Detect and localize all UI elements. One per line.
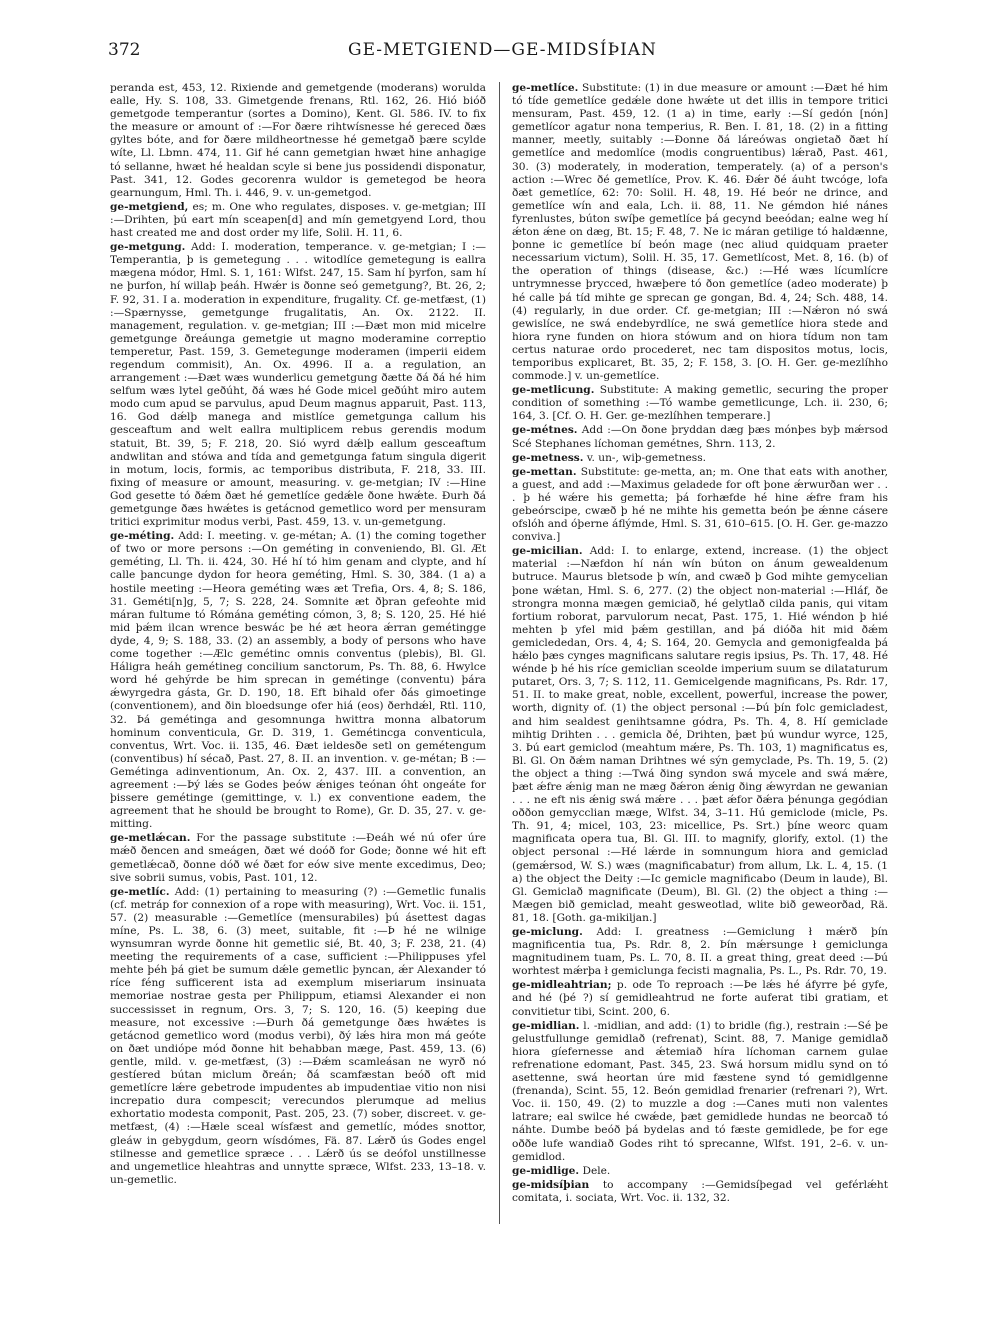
dictionary-entry <box>512 979 888 1018</box>
entry-headword: ge-midsíþian <box>512 1178 590 1191</box>
entry-text: Substitute: ge-metta, an; m. One that eats with another, a guest, and add :—Maximus geladede for oft þone ǽrwurðan wer . . . þ hé wǽre his gemetta; þá forhæfde hé hine ǽfre fram his gebeórscipe, cwæð þ hé ne mihte his gemetta beón þe ǽnne cásere ofslóh and óþerne áflýmde, Hml. S. 31, 610–615. [O. H. Ger. ge-mazzo conviva.] <box>512 465 888 544</box>
running-head: GE-METGIEND—GE-MIDSÍÞIAN <box>348 40 657 60</box>
entry-headword: ge-mettan. <box>512 465 577 478</box>
entry-text: Dele. <box>582 1164 611 1177</box>
dictionary-entry <box>110 832 486 884</box>
entry-headword: ge-micilian. <box>512 545 583 558</box>
entry-text: Substitute: A making gemetlic, securing the proper condition of something :—Tó wambe gemetlicunge, Lch. ii. 230, 6; 164, 3. [Cf. O. H. Ger. ge-mezlíhhen temperare.] <box>512 384 888 423</box>
entry-text: Add: I. to enlarge, extend, increase. (1) the object material :—Næfdon hí nán wín búton on ánum gewealdenum butruce. Maurus bletsode þ wín, and cwæð þ God mihte gemycelian þone wǽtan, Hml. S. 6, 277. (2) the object non-material :—Hláf, ðe strongra monna mægen gemiciað, hé gelytlað cilda panis, qui vitam fortium roborat, parvulorum necat, Past. 175, 1. Hié wéndon þ hié mehten þ yfel mid þǽm gestillan, and þá dióða hit mid ðǽm gemiclededan, Ors. 4, 4; S. 164, 20. Gemycla and gemonigfealda þá hǽlo þæs cynges magnificans salutare regis ipsius, Ps. Th. 17, 48. Hé wénde þ hé his ríce gemiclian sceolde imperium suum se dilataturum putaret, Ors. 3, 7; S. 112, 11. Gemicelgende magnificans, Ps. Rdr. 17, 51. II. to make great, noble, excellent, powerful, increase the power, worth, dignity of. (1) the object personal :—Þú þín folc gemicladest, and him sealdest genihtsamne gódra, Ps. Th. 4, 8. Hí gemiclade mihtig Drihten . . . gemicla ðé, Drihten, þæt þú wundur wyrce, 125, 3. Þú eart gemiclod (meahtum mǽre, Ps. Th. 103, 1) magnificatus es, Bl. Gl. On ðǽm naman Drihtnes wé sýn gemyclade, Ps. Th. 19, 5. (2) the object a thing :—Twá ðing syndon swá mycele and swá mǽre, þæt ǽfre ǽnig man ne mæg ðǽron ǽnig ðing ǽwyrdan ne gewanian . . . ne eft nis ǽnig swá mǽre . . . þæt ǽfor ðǽra þénunga gegódian oððon gemycclian mæge, Wlfst. 34, 3–11. Hú gemiclode (micle, Ps. Th. 91, 4; micel, 103, 23: micellice, Ps. Srt.) þíne weorc quam magnificata opera tua, Bl. Gl. III. to magnify, glorify, extol. (1) the object personal :—Hé lǽrde in somnungum hiora and gemiclad (gemǽrsod, W. S.) wæs (magnificabatur) from allum, Lk. L. 4, 15. (1 a) the object the Deity :—Ic gemicle magnificabo (Deum in laude), Bl. Gl. Gemiclað magnificate (Deum), Bl. Gl. (2) the object a thing :—Mægen bið gemiclad, meaht gesweotlad, wlite bið geweorðad, Rä. 81, 18. [Goth. ga-mikiljan.] <box>512 545 888 924</box>
entry-text: p. ode To reproach :—Þe lǽs hé áfyrre þé gyfe, and hé (þé ?) sí gemidleahtrud ne forte auferat tibi gratiam, et convitietur tibi, Scint. 200, 6. <box>512 979 888 1018</box>
column-divider <box>499 82 500 1224</box>
dictionary-entry <box>110 886 486 1187</box>
entry-text: Add: (1) pertaining to measuring (?) :—Gemetlic funalis (cf. metráp for connexion of a rope with measuring), Wrt. Voc. ii. 151, 57. (2) measurable :—Gemetlíce (mensurabiles) þú ásettest dagas míne, Ps. L. 38, 6. (3) meet, suitable, fit :—Þ hé ne wilnige wynsumran wyrde ðonne hit gemetlic sié, Bt. 40, 3; F. 238, 21. (4) meeting the requirements of a case, sufficient :—Philippuses yfel mehte þéh þá giet be sumum dǽle gemetlic þyncan, ǽr Alexander tó ríce féng sufficerent ista ad exemplum miseriarum insinuata memoriae nostrae gesta per Philippum, etiamsi Alexander ei non successisset in regnum, Ors. 3, 7; S. 120, 16. (5) keeping due measure, not excessive :—Ðurh ðá gemetgunge ðæs hwǽtes is getácnod gemetlico word (modus verbi), ðý lǽs hira mon má geóte on ðæt undiópe mód ðonne hit behabban mæge, Past. 459, 13. (6) gentle, mild. v. ge-metfæst, (3) :—Ðǽm scamleásan ne wyrð nó gestíered bútan miclum ðreán; ðá scamfæstan beóð oft mid gemetlícre lǽre gebetrode impudentes ab impudentiae vitio non nisi increpatio dura compescit; verecundos plerumque ad melius exhortatio modesta componit, Past. 205, 23. (7) sober, discreet. v. ge-metfæst, (4) :—Hæle sceal wísfæst and gemetlíc, módes snottor, gleáw in gebygdum, georn wísdómes, Fä. 87. Lǽrð ús Godes engel stilnesse and gemetlice spræce . . . Lǽrð ús se deófol unstillnesse and ungemetlice hleahtras and unnytte spræce, Wlfst. 233, 13–18. v. un-gemetlic. <box>110 885 486 1186</box>
entry-headword: ge-metlicung. <box>512 384 595 397</box>
entry-headword: ge-métnes. <box>512 424 578 437</box>
page-header <box>108 40 886 70</box>
entry-text: Add: I. moderation, temperance. v. ge-metgian; I :—Temperantia, þ is gemetegung . . . witodlíce gemetegung is eallra mægena módor, Hml. S. 1, 161: Wlfst. 247, 15. Sam hí þyrfon, sam hí ne þurfon, hí willaþ þeáh. Hwǽr is ðonne seó gemetgung?, Bt. 26, 2; F. 92, 31. I a. moderation in expenditure, frugality. Cf. ge-metfæst, (1) :—Spærnysse, gemetgunge frugalitatis, An. Ox. 2122. II. management, regulation. v. ge-metgian; III :—Ðæt mon mid micelre gemetgunge ðreáunga gemetgie ut magno moderamine correptio temperetur, Past. 159, 3. Gemetegunge moderamen (imperii eidem regendum commisit), An. Ox. 4996. II a. a regulation, an arrangement :—Ðæt wæs wunderlicu gemetgung ðætte ðá ðá hé him selfum wæs lytel geðúht, ðá wæs hé Gode micel geðúht miro autem modo cum apud se parvulus, apud Deum magnus apparuit, Past. 113, 16. God dǽlþ manega and mistlíce gemetgunga callum his gesceaftum and welt eallra multiplicem rebus gerendis modum statuit, Bt. 39, 5; F. 218, 20. Sió wyrd dǽlþ eallum gesceaftum andwlitan and stówa and tída and gemetgunga fatum singula digerit in motum, locis, formis, ac temporibus distributa, F. 218, 33. III. fixing of measure or amount, measuring. v. ge-metgian; IV :—Hine God gesette tó ðǽm ðæt hé gemetlíce gedǽle ðone hwǽte. Ðurh ðá gemetgunge ðæs hwǽtes is getácnod gemetlico word per mensuram tritici exprimitur modus verbi, Past. 459, 13. v. un-gemetgung. <box>110 241 486 529</box>
entry-headword: ge-metgung. <box>110 241 186 254</box>
right-column <box>512 82 888 1272</box>
entry-text: v. un-, wiþ-gemetness. <box>586 451 707 464</box>
dictionary-entry <box>512 1020 888 1164</box>
dictionary-entry <box>512 82 888 383</box>
entry-text: Add: I. greatness :—Gemiclung ł mǽrð þín magnificentia tua, Ps. Rdr. 8, 2. Þín mǽrsunge ł gemiclunga magnitudinem tuam, Ps. L. 70, 8. II. a great thing, great deed :—Þú worhtest mǽrþa ł gemiclunga fecisti magnalia, Ps. L., Ps. Rdr. 70, 19. <box>512 926 888 978</box>
entry-headword: ge-miclung. <box>512 926 583 938</box>
entry-headword: ge-metlǽcan. <box>110 832 191 845</box>
entry-headword: ge-metness. <box>512 451 584 464</box>
dictionary-entry <box>512 545 888 925</box>
dictionary-entry <box>512 1179 888 1205</box>
dictionary-entry <box>110 201 486 240</box>
entry-text: peranda est, 453, 12. Rixiende and gemetgende (moderans) worulda ealle, Hy. S. 108, 33. Gimetgende frenans, Rtl. 162, 26. Hió bióð gemetgode temperantur (sortes a Domino), Kent. Gl. 586. IV. to fix the measure or amount of :—For ðære rihtwísnesse hé gereced ðæs gyltes bóte, and for ðære mildheortnesse hé gemetgað þære scylde wíte, Ll. Lbmn. 474, 11. Gif hé cann gemetgian hwæt hine anhagige tó sellanne, hwæt hé healdan scyle si bene jus possidendi disponatur, Past. 341, 12. Godes gecorenra wuldor is gemetegod be heora gearnungum, Hml. Th. i. 446, 9. v. un-gemetgod. <box>110 82 486 199</box>
entry-headword: ge-méting. <box>110 530 175 543</box>
entry-headword: ge-midlian. <box>512 1019 580 1032</box>
dictionary-entry <box>110 241 486 529</box>
entry-text: Add: I. meeting. v. ge-métan; A. (1) the coming together of two or more persons :—On geméting in conveniendo, Bl. Gl. Æt geméting, Ll. Th. ii. 424, 30. Hé hí tó him genam and clypte, and hí calle þancunge dydon for heora geméting, Hml. S. 30, 384. (1 a) a hostile meeting :—Heora geméting wæs æt Trefia, Ors. 4, 8; S. 186, 31. Geméti[n]g, 5, 7; S. 228, 24. Somnite æt ðþran gefeohte mid máran fultume tó Rómána geméting cómon, 3, 8; S. 120, 25. Hé hié mid þǽm ilcan wrence beswác þe hé æt heora ǽrran gemétingge dyde, 4, 9; S. 188, 33. (2) an assembly, a body of persons who have come together :—Ælc gemétinc omnis conventus (plebis), Bl. Gl. Háligra heáh gemétineg concilium sanctorum, Ps. Th. 88, 6. Hwylce word hé gehýrde be him sprecan in gemétinge (conventu) þára ǽwyrgedra gásta, Gr. D. 190, 18. Eft bihald ofer ðás gimoetinge (conventionem), and ðin bloedsunge ofer hiá (eos) ðerhdǽl, Rtl. 110, 32. Þá gemétinga and gesomnunga hwittra monna albatorum hominum conventicula, Gr. D. 319, 1. Gemétincga conventicula, conventus, Wrt. Voc. ii. 135, 46. Ðæt ieldesðe setl on gemétengum (conventibus) hí sécað, Past. 27, 8. II. an invention. v. ge-métan; B :—Gemétinga adinventionum, An. Ox. 2, 437. III. a convention, an agreement :—Þý lǽs se Godes þeów ǽniges teónan óht ongeáte for þissere gemétinge (gemittinge, v. l.) ex conventione eadem, the agreement that he should be brought to Rome), Gr. D. 35, 27. v. ge-mitting. <box>110 530 486 831</box>
entry-text: For the passage substitute :—Ðeáh wé nú ofer úre mǽð ðencen and smeágen, ðæt wé doóð for Gode; ðonne wé hit eft gemetlǽcað, ðonne dóð wé ðæt for eów sive mente excedimus, Deo; sive sobrii sumus, vobis, Past. 101, 12. <box>110 832 486 884</box>
entry-text: Add :—On ðone þryddan dæg þæs mónþes byþ mǽrsod Scé Stephanes líchoman gemétnes, Shrn. 113, 2. <box>512 424 888 450</box>
entry-text: es; m. One who regulates, disposes. v. ge-metgian; III :—Drihten, þú eart mín sceapen[d] and mín gemetgyend Lord, thou hast created me and dost order my life, Solil. H. 11, 6. <box>110 200 486 240</box>
left-column <box>110 82 486 1272</box>
entry-headword: ge-metgiend, <box>110 200 189 213</box>
entry-text: l. -midlian, and add: (1) to bridle (fig.), restrain :—Sé þe gelustfullunge gemidlað (refrenat), Scint. 88, 7. Manige gemidlað hiora gíefernesse and ǽtemiað híra líchoman carnem gulae refrenatione edomant, Past. 345, 23. Swá horsum midlu synd on tó asettenne, swá heortan úre mid fæstene synd tó gemidlgenne (frenanda), Scint. 55, 12. Beón gemidlad frenarier (refrenari ?), Wrt. Voc. ii. 150, 49. (2) to muzzle a dog :—Canes muti non valentes latrare; eal swilce hé cwǽde, þæt gemidlede hundas ne beorcað tó náhte. Dumbe beóð þá bydelas and tó fæste gemidlede, þe for ege oððe lufe wandiað Godes riht tó sprecanne, Wlfst. 191, 2–6. v. un-gemidlod. <box>512 1019 888 1163</box>
entry-text: to accompany :—Gemidsíþegad vel geférlǽht comitata, i. sociata, Wrt. Voc. ii. 132, 32. <box>512 1178 888 1204</box>
page-number: 372 <box>108 40 141 60</box>
dictionary-entry <box>512 926 888 978</box>
entry-text: Substitute: (1) in due measure or amount :—Ðæt hé him tó tíde gemetlíce gedǽle done hwǽte ut det illis in tempore tritici mensuram, Past. 459, 12. (1 a) in time, early :—Sí gedón [nón] gemetlícor agatur nona temperius, R. Ben. I. 81, 18. (2) in a fitting manner, meetly, suitably :—Ðonne ðá láreówas ongietað ðæt hí gemetlíce and medomlíce (modis congruentibus) lǽrað, Past. 461, 30. (3) moderately, in moderation, temperately. (a) of a person's action :—Wrec ðé gemetlíce, Prov. K. 46. Ðǽr ðé áuht twcóge, lofa ðæt gemetlíce, 62: 70: Solil. H. 48, 19. Hé beór ne drince, and gemetlíce wín and eala, Lch. ii. 88, 11. Ne gémdon hié nánes fyrenlustes, búton swíþe gemetlíce þá gecynd beeódan; ealne weg hí ǽton ǽne on dæg, Bt. 15; F. 48, 7. Ne ic máran getilige tó haldænne, þonne ic gemetlíce bí beón mage (nec aliud quidquam praeter necessarium victum), Solil. H. 35, 17. Gemetlícost, Met. 8, 16. (b) of the operation of things (disease, &c.) :—Hé wæs lícumlícre untrymnesse þrycced, hwæþere tó ðon gemetlíce (adeo moderate) þ hé calle þá tíd mihte ge sprecan ge gongan, Bd. 4, 24; Sch. 488, 14. (4) regularly, in due order. Cf. ge-metgian; III :—Nǽron nó swá gewislíce, ne swá endebyrdlíce, ne swá gemetlíce hiora stede and hiora ryne funden on hiora stówum and on hiora tídum non tam certus naturae ordo procederet, nec tam dispositos motus, locis, temporibus explicaret, Bt. 35, 2; F. 158, 3. [O. H. Ger. ge-mezlíhho commode.] v. un-gemetlíce. <box>512 82 888 383</box>
dictionary-entry <box>512 452 888 465</box>
dictionary-entry <box>512 424 888 450</box>
dictionary-entry <box>512 466 888 545</box>
entry-headword: ge-metlíc. <box>110 885 170 898</box>
entry-headword: ge-metlíce. <box>512 82 579 94</box>
dictionary-entry <box>110 530 486 831</box>
dictionary-entry <box>110 82 486 200</box>
entry-headword: ge-midleahtrian; <box>512 979 612 992</box>
dictionary-entry <box>512 384 888 423</box>
dictionary-entry <box>512 1165 888 1178</box>
entry-headword: ge-midlige. <box>512 1164 580 1177</box>
